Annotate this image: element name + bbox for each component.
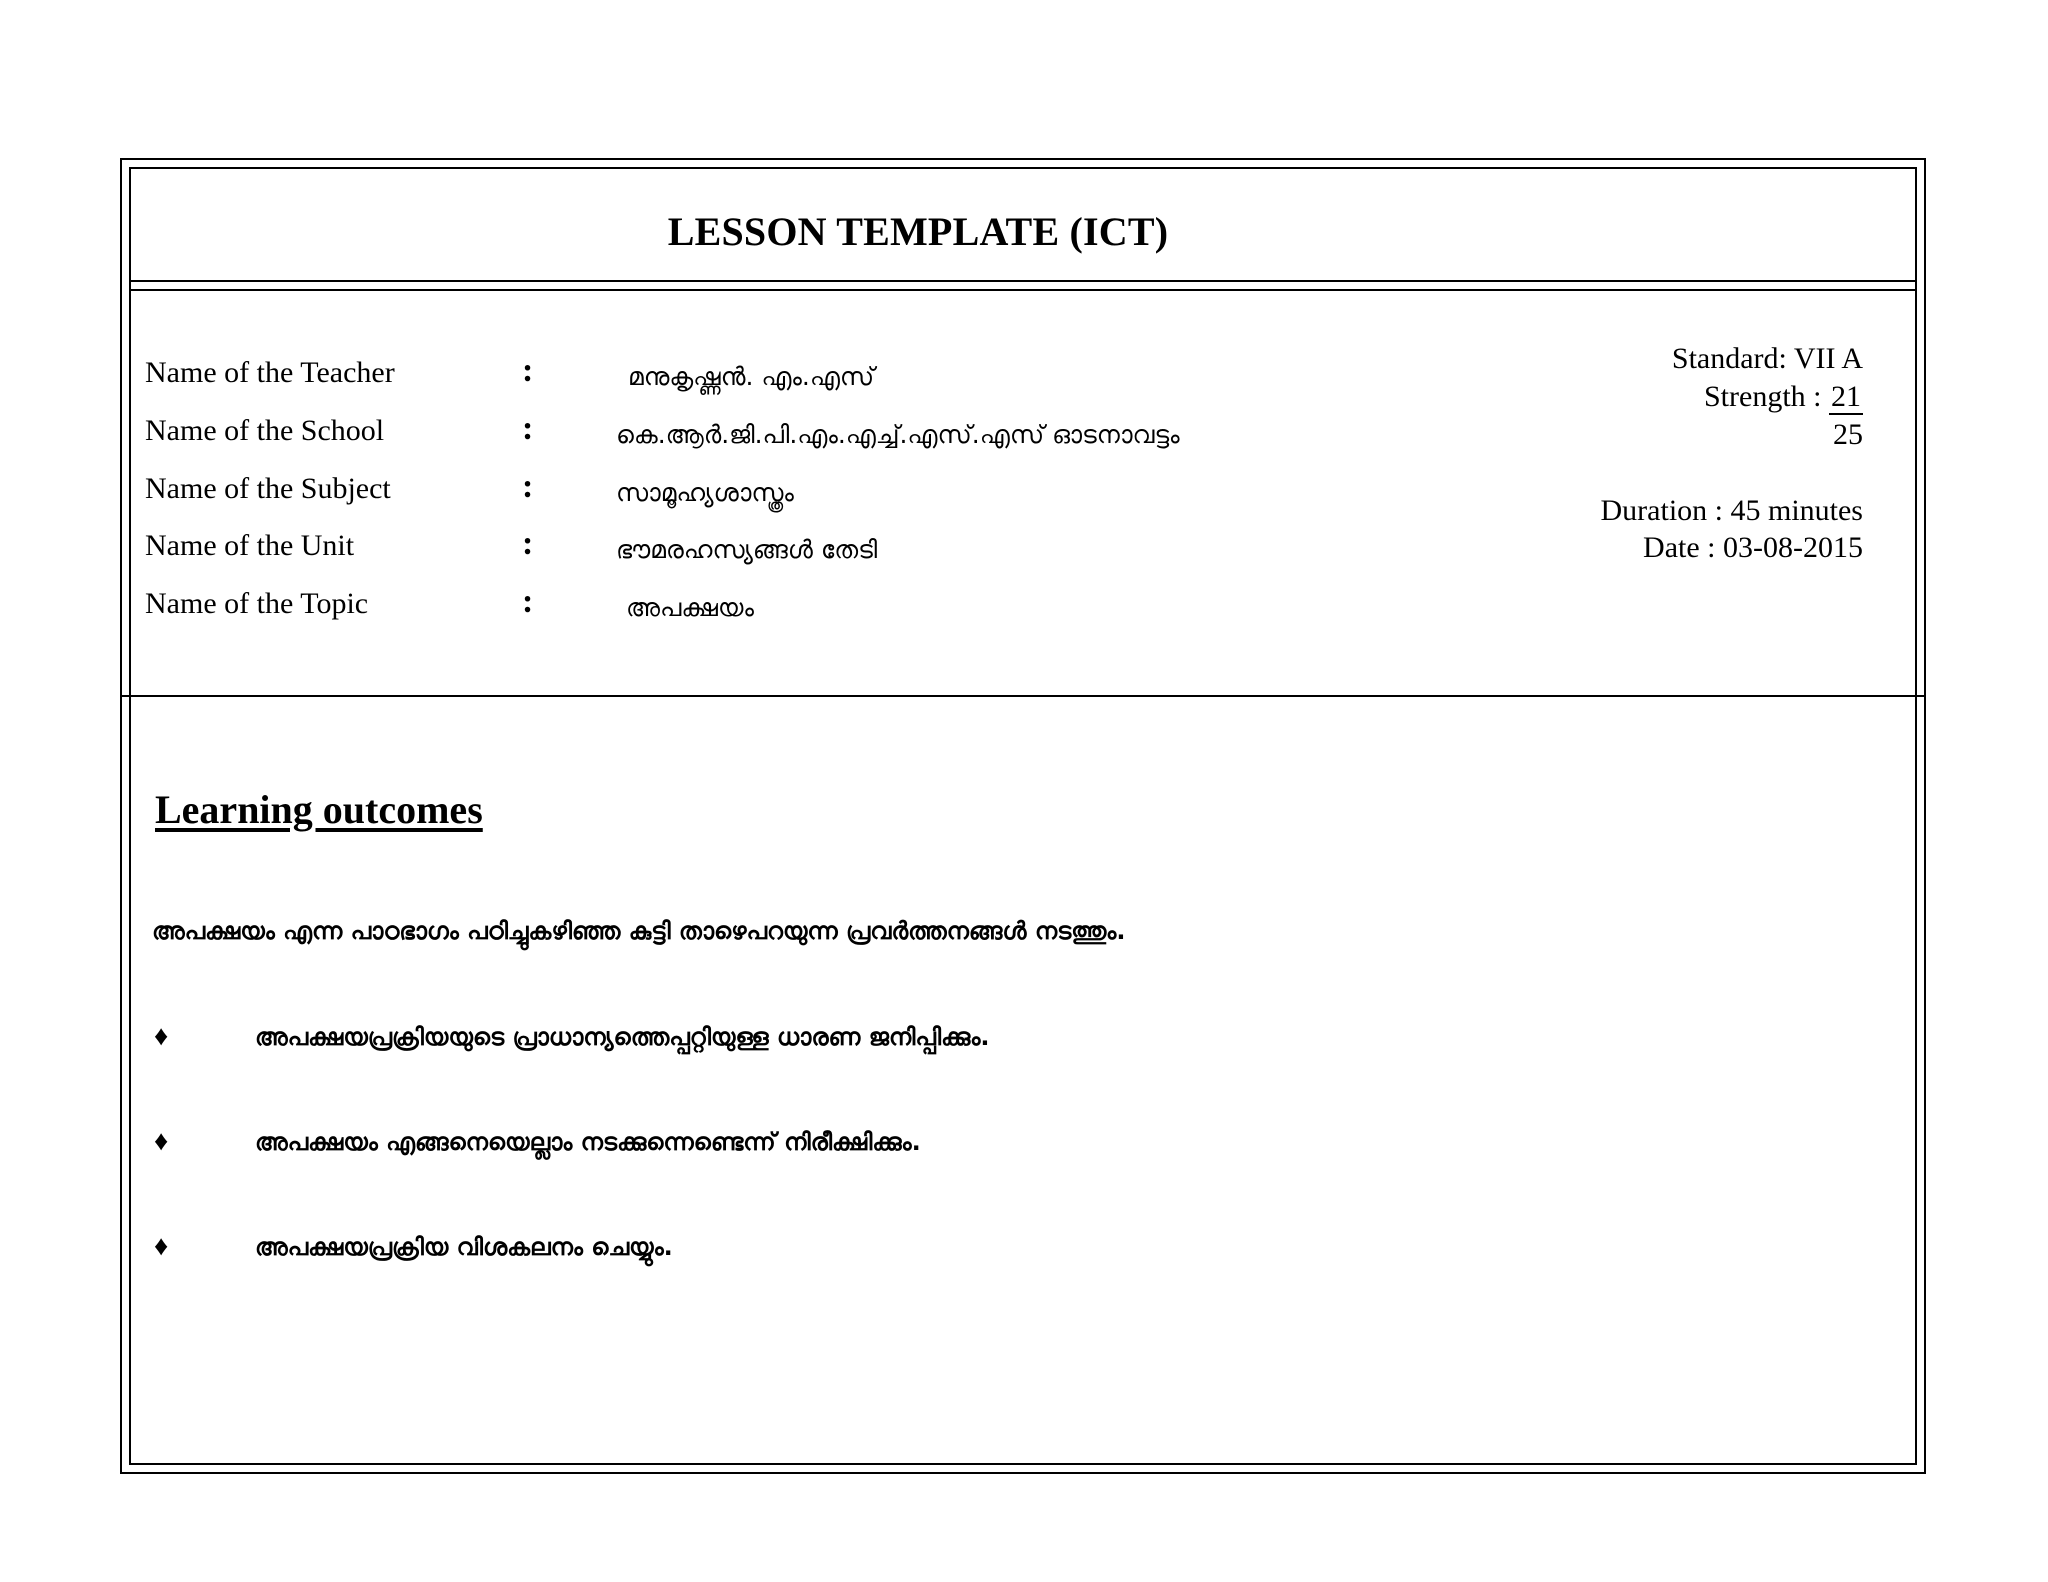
unit-value: ഭൗമരഹസ്യങ്ങൾ തേടി [616,535,878,564]
title-divider-top [129,280,1917,282]
subject-value: സാമൂഹ്യശാസ്ത്രം [616,478,794,507]
page-title: LESSON TEMPLATE (ICT) [667,209,1169,254]
unit-colon: : [522,525,534,562]
teacher-value: മനുകൃഷ്ണൻ. എം.എസ് [628,362,875,391]
topic-colon: : [522,583,534,620]
strength-label: Strength : [1704,380,1822,413]
date-text: Date : 03-08-2015 [1643,531,1863,564]
strength-line [1704,380,1863,415]
subject-label: Name of the Subject [145,472,391,505]
outcome-text: അപക്ഷയപ്രക്രിയയുടെ പ്രാധാന്യത്തെപ്പറ്റിയുള്ള ധാരണ ജനിപ്പിക്കും. [255,1023,990,1051]
school-label: Name of the School [145,414,385,447]
strength-present: 21 [1831,380,1861,413]
learning-outcomes-heading: Learning outcomes [155,787,483,832]
diamond-bullet-icon: ♦ [154,1126,169,1157]
topic-label: Name of the Topic [145,587,369,620]
diamond-bullet-icon: ♦ [154,1231,169,1262]
school-value: കെ.ആർ.ജി.പി.എം.എച്ച്.എസ്.എസ് ഓടനാവട്ടം [616,420,1180,449]
strength-total: 25 [1833,418,1863,451]
diamond-bullet-icon: ♦ [154,1021,169,1052]
school-colon: : [522,410,534,447]
learning-outcomes-intro: അപക്ഷയം എന്ന പാഠഭാഗം പഠിച്ചുകഴിഞ്ഞ കുട്ടി താഴെപറയുന്ന പ്രവർത്തനങ്ങൾ നടത്തും. [152,917,1126,945]
duration-text: Duration : 45 minutes [1600,494,1863,527]
teacher-colon: : [522,352,534,389]
subject-colon: : [522,468,534,505]
outcome-text: അപക്ഷയപ്രക്രിയ വിശകലനം ചെയ്യും. [255,1233,673,1261]
outcome-text: അപക്ഷയം എങ്ങനെയെല്ലാം നടക്കുന്നെണ്ടെന്ന് നിരീക്ഷിക്കും. [255,1128,921,1156]
teacher-label: Name of the Teacher [145,356,395,389]
standard-text: Standard: VII A [1671,342,1863,375]
topic-value: അപക്ഷയം [626,593,754,622]
section-divider [122,695,1924,697]
unit-label: Name of the Unit [145,529,355,562]
title-divider-bottom [129,289,1917,291]
